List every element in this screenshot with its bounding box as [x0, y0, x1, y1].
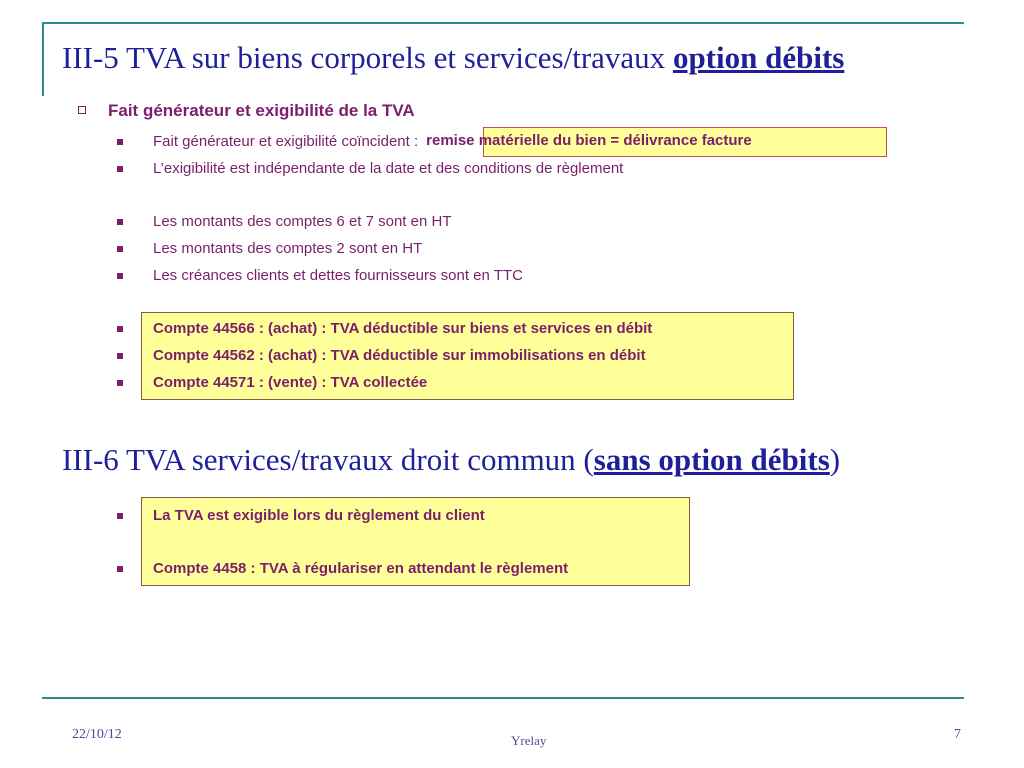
square-bullet-icon	[117, 166, 123, 172]
frame-left-line	[42, 22, 44, 96]
section-heading	[78, 101, 415, 121]
footer-author: Yrelay	[511, 733, 547, 748]
bullet-text: Les montants des comptes 2 sont en HT	[153, 240, 423, 257]
bullet-text: Compte 4458 : TVA à régulariser en attendant le règlement	[153, 560, 569, 577]
square-bullet-icon	[117, 326, 123, 332]
slide-title	[62, 40, 844, 76]
frame-top-line	[42, 22, 964, 24]
hollow-square-bullet-icon	[78, 106, 86, 114]
title-text: III-6 TVA services/travaux droit commun (	[62, 442, 594, 477]
title-emphasis: option débits	[672, 40, 845, 75]
bullet-text: Compte 44562 : (achat) : TVA déductible sur immobilisations en débit	[153, 347, 646, 364]
bullet-item	[117, 320, 652, 337]
bullet-text: Les créances clients et dettes fournisseurs sont en TTC	[153, 267, 523, 284]
bullet-item	[117, 160, 623, 177]
square-bullet-icon	[117, 139, 123, 145]
bullet-text: Fait générateur et exigibilité coïncident :	[153, 133, 419, 150]
square-bullet-icon	[117, 566, 123, 572]
title-text: III-5 TVA sur biens corporels et services/travaux	[62, 40, 673, 75]
square-bullet-icon	[117, 273, 123, 279]
highlight-text: remise matérielle du bien = délivrance facture	[426, 132, 752, 149]
bullet-item	[117, 374, 427, 391]
bullet-item	[117, 267, 523, 284]
square-bullet-icon	[117, 246, 123, 252]
bullet-text: Compte 44571 : (vente) : TVA collectée	[153, 374, 428, 391]
bullet-text: L’exigibilité est indépendante de la date et des conditions de règlement	[153, 160, 624, 177]
footer-divider	[42, 697, 964, 699]
bullet-text: La TVA est exigible lors du règlement du client	[153, 507, 485, 524]
bullet-item	[117, 347, 646, 364]
square-bullet-icon	[117, 219, 123, 225]
footer-date: 22/10/12	[72, 727, 122, 742]
square-bullet-icon	[117, 380, 123, 386]
bullet-item	[117, 213, 452, 230]
square-bullet-icon	[117, 513, 123, 519]
bullet-item	[117, 507, 485, 524]
square-bullet-icon	[117, 353, 123, 359]
bullet-text: Compte 44566 : (achat) : TVA déductible sur biens et services en débit	[153, 320, 653, 337]
bullet-item	[117, 560, 568, 577]
bullet-text: Les montants des comptes 6 et 7 sont en HT	[153, 213, 452, 230]
heading-text: Fait générateur et exigibilité de la TVA	[108, 101, 415, 120]
bullet-item	[117, 133, 752, 150]
section-title	[62, 442, 840, 478]
title-emphasis: sans option débits	[593, 442, 830, 477]
title-suffix: )	[829, 442, 841, 477]
bullet-item	[117, 240, 422, 257]
page-number: 7	[954, 727, 961, 742]
